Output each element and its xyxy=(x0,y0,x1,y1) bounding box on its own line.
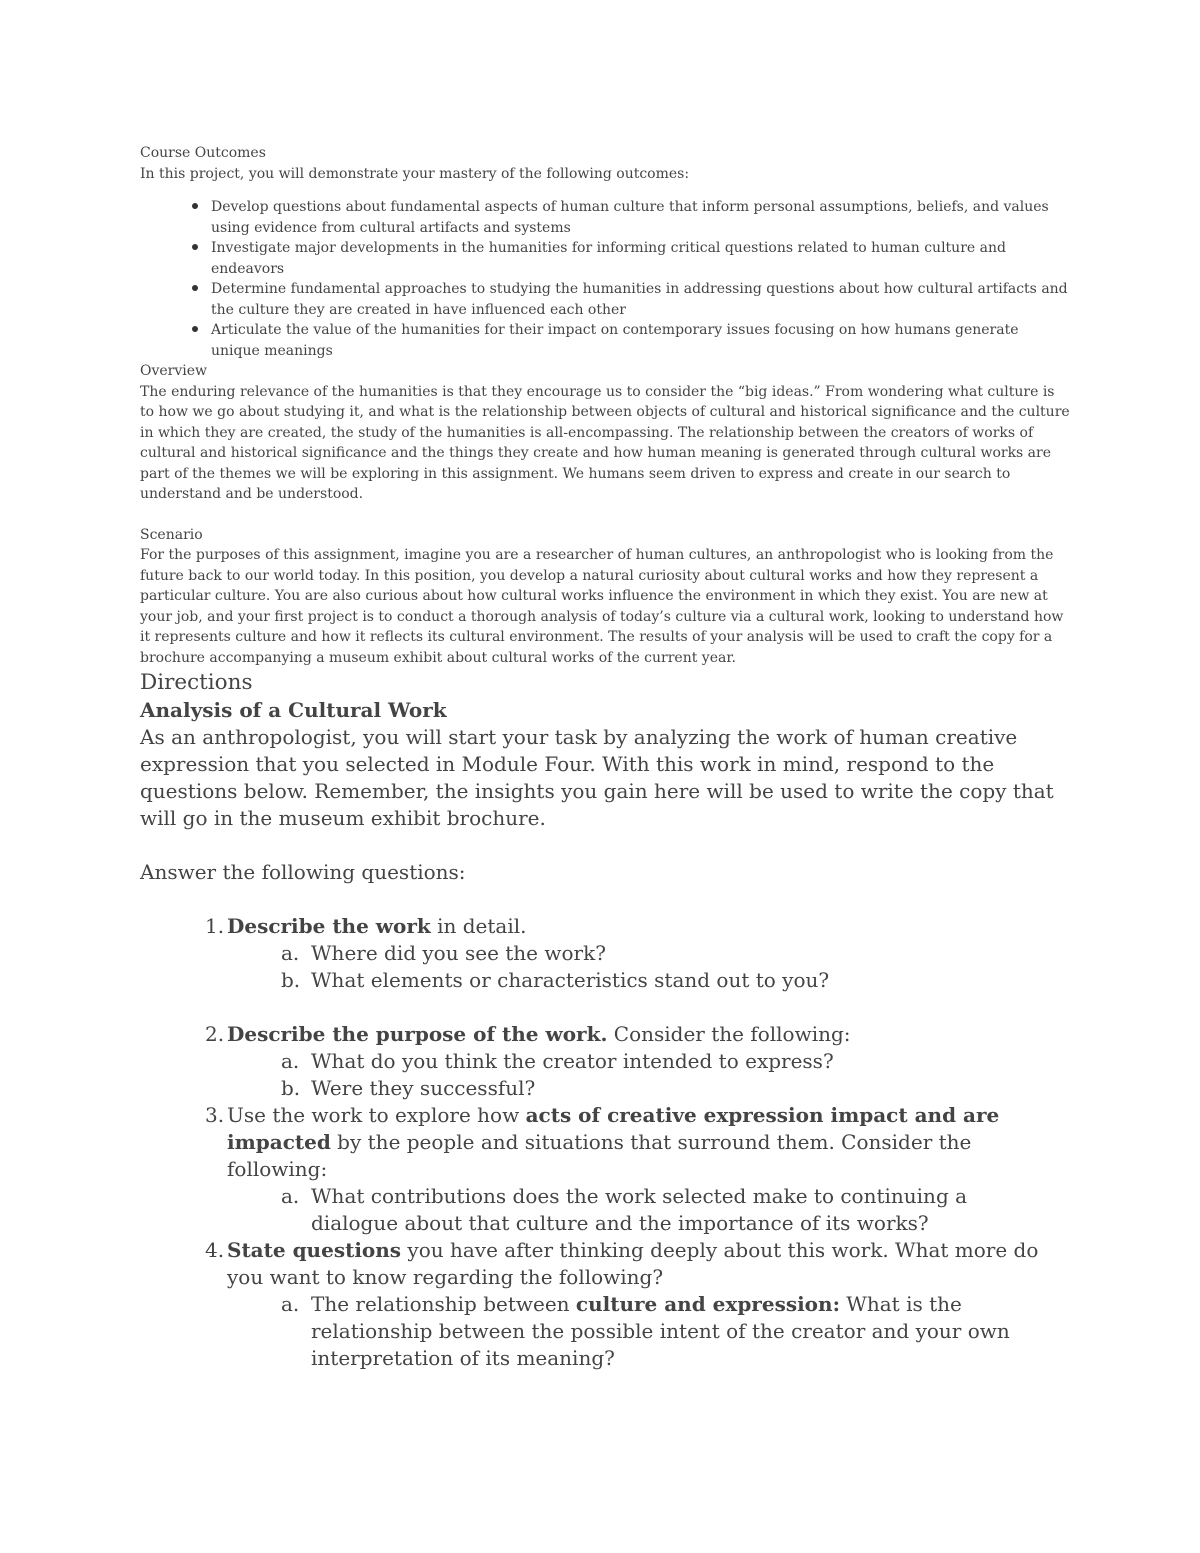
sub-text: What do you think the creator intended to express? xyxy=(311,1049,834,1073)
sub-label: a. xyxy=(281,941,300,965)
outcome-text: Investigate major developments in the humanities for informing critical questions related to human culture and endeavors xyxy=(211,240,1006,277)
outcome-text: Develop questions about fundamental aspects of human culture that inform personal assumptions, beliefs, and values using evidence from cultural artifacts and systems xyxy=(211,199,1049,236)
question-text: Consider the following: xyxy=(607,1022,851,1046)
sub-text: Where did you see the work? xyxy=(311,941,606,965)
list-item xyxy=(140,320,1070,361)
directions-heading: Directions xyxy=(140,670,253,695)
sub-label: a. xyxy=(281,1049,300,1073)
questions-list xyxy=(140,913,1070,1372)
question-4 xyxy=(140,1237,1070,1291)
question-text: Use the work to explore how xyxy=(227,1103,526,1127)
question-2a xyxy=(140,1048,1070,1075)
sub-text: The relationship between xyxy=(311,1292,576,1316)
question-2b xyxy=(140,1075,1070,1102)
overview-body: The enduring relevance of the humanities is that they encourage us to consider the “big ideas.” From wondering what culture is to how we go about studying it, and what is the relationship between objects of cultural and historical significance and the culture in which they are created, the study of the humanities is all-encompassing. The relationship between the creators of works of cultural and historical significance and the things they create and how human meaning is generated through cultural works are part of the themes we will be exploring in this assignment. We humans seem driven to express and create in our search to understand and be understood. xyxy=(140,383,1070,502)
scenario-heading: Scenario xyxy=(140,526,203,543)
question-3 xyxy=(140,1102,1070,1183)
question-2 xyxy=(140,1021,1070,1048)
question-3a xyxy=(140,1183,1011,1237)
analysis-heading: Analysis of a Cultural Work xyxy=(140,698,447,722)
question-bold: State questions xyxy=(227,1238,402,1262)
list-item xyxy=(140,279,1070,320)
sub-label: a. xyxy=(281,1292,300,1316)
question-text: by the people and situations that surround them. Consider the following: xyxy=(227,1130,972,1181)
bullet-icon xyxy=(193,279,211,300)
answer-prompt: Answer the following questions: xyxy=(140,860,466,884)
question-text: in detail. xyxy=(430,914,527,938)
directions-intro: As an anthropologist, you will start your task by analyzing the work of human creative expression that you selected in Module Four. With this work in mind, respond to the questions below. Remember, the insights you gain here will be used to write the copy that will go in the museum exhibit brochure. xyxy=(140,725,1054,830)
sub-label: a. xyxy=(281,1184,300,1208)
question-bold: acts of creative expression impact and are impacted xyxy=(227,1103,1000,1154)
sub-label: b. xyxy=(281,1076,301,1100)
course-outcomes-section xyxy=(140,143,1070,668)
document-page xyxy=(140,143,1070,1372)
question-bold: Describe the work xyxy=(227,914,431,938)
bullet-icon xyxy=(193,197,211,218)
question-1 xyxy=(140,913,1070,940)
list-item xyxy=(140,238,1070,279)
question-number: 4. xyxy=(205,1238,225,1262)
scenario-body: For the purposes of this assignment, imagine you are a researcher of human cultures, an anthropologist who is looking from the future back to our world today. In this position, you develop a natural curiosity about cultural works and how they represent a particular culture. You are also curious about how cultural works influence the environment in which they exist. You are new at your job, and your first project is to conduct a thorough analysis of today’s culture via a cultural work, looking to understand how it represents culture and how it reflects its cultural environment. The results of your analysis will be used to craft the copy for a brochure accompanying a museum exhibit about cultural works of the current year. xyxy=(140,547,1064,666)
question-1a xyxy=(140,940,1070,967)
question-text: you have after thinking deeply about this work. What more do you want to know regarding the following? xyxy=(227,1238,1039,1289)
sub-text: Were they successful? xyxy=(311,1076,536,1100)
question-4a xyxy=(140,1291,1011,1372)
bullet-icon xyxy=(193,320,211,341)
question-number: 1. xyxy=(205,914,225,938)
outcome-text: Articulate the value of the humanities for their impact on contemporary issues focusing on how humans generate unique meanings xyxy=(211,322,1019,359)
list-item xyxy=(140,197,1070,238)
sub-label: b. xyxy=(281,968,301,992)
outcomes-list xyxy=(140,197,1070,361)
sub-text: What elements or characteristics stand out to you? xyxy=(311,968,830,992)
question-number: 3. xyxy=(205,1103,225,1127)
sub-bold: culture and expression: xyxy=(575,1292,840,1316)
course-outcomes-heading: Course Outcomes xyxy=(140,145,266,161)
outcome-text: Determine fundamental approaches to studying the humanities in addressing questions about how cultural artifacts and the culture they are created in have influenced each other xyxy=(211,281,1068,318)
directions-section xyxy=(140,668,1070,1372)
sub-text: What is the relationship between the possible intent of the creator and your own interpretation of its meaning? xyxy=(311,1292,1010,1370)
sub-text: What contributions does the work selected make to continuing a dialogue about that culture and the importance of its works? xyxy=(311,1184,968,1235)
question-1b xyxy=(140,967,1070,994)
question-bold: Describe the purpose of the work. xyxy=(227,1022,608,1046)
question-number: 2. xyxy=(205,1022,225,1046)
bullet-icon xyxy=(193,238,211,259)
course-outcomes-intro: In this project, you will demonstrate your mastery of the following outcomes: xyxy=(140,165,690,182)
overview-heading: Overview xyxy=(140,363,208,379)
